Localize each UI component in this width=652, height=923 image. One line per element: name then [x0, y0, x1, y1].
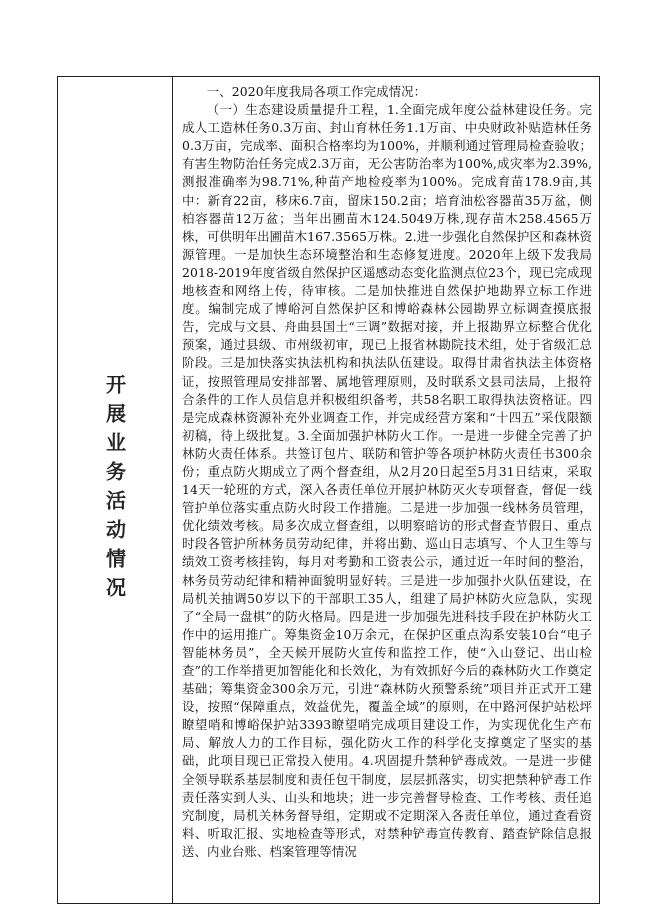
report-form-table	[57, 76, 600, 904]
content-cell	[182, 83, 592, 861]
label-cell	[58, 77, 172, 903]
body-paragraph: （一）生态建设质量提升工程，1.全面完成年度公益林建设任务。完成人工造林任务0.3万亩、封山育林任务1.1万亩、中央财政补贴造林任务0.3万亩，完成率、面积合格率均为100%，并顺利通过管理局检查验收；有害生物防治任务完成2.3万亩，无公害防治率为100%,成灾率为2.39%,测报准确率为98.71%,种苗产地检疫率为100%。完成育苗178.9亩,其中：新育22亩，移床6.7亩，留床150.2亩；培育油松容器苗35万盆，侧柏容器苗12万盆；当年出圃苗木124.5049万株,现存苗木258.4565万株，可供明年出圃苗木167.3565万株。2.进一步强化自然保护区和森林资源管理。一是加快生态环境整治和生态修复进度。2020年上级下发我局2018-2019年度省级自然保护区遥感动态变化监测点位23个，现已完成现地核查和网络上传，待审核。二是加快推进自然保护地勘界立标工作进度。编制完成了博峪河自然保护区和博峪森林公园勘界立标调查摸底报告，完成与文县、舟曲县国土“三调”数据对接，并上报勘界立标整合优化预案，通过县级、市州级初审，现已上报省林勘院技术组，处于省级汇总阶段。三是加快落实执法机构和执法队伍建设。取得甘肃省执法主体资格证，按照管理局安排部署、属地管理原则，及时联系文县司法局，上报符合条件的工作人员信息并积极组织备考，共58名职工取得执法资格证。四是完成森林资源补充外业调查工作，并完成经营方案和“十四五”采伐限额初稿，待上级批复。3.全面加强护林防火工作。一是进一步健全完善了护林防火责任体系。共签订包片、联防和管护等各项护林防火责任书300余份；重点防火期成立了两个督查组，从2月20日起至5月31日结束，采取14天一轮班的方式，深入各责任单位开展护林防灭火专项督查，督促一线管护单位落实重点防火时段工作措施。二是进一步加强一线林务员管理，优化绩效考核。局多次成立督查组，以明察暗访的形式督查节假日、重点时段各管护所林务员劳动纪律，并将出勤、巡山日志填写、个人卫生等与绩效工资考核挂钩，每月对考勤和工资表公示，通过近一年时间的整治，林务员劳动纪律和精神面貌明显好转。三是进一步加强扑火队伍建设，在局机关抽调50岁以下的干部职工35人，组建了局护林防火应急队，实现了“全局一盘棋”的防火格局。四是进一步加强先进科技手段在护林防火工作中的运用推广。筹集资金10万余元，在保护区重点沟系安装10台“电子智能林务员”，全天候开展防火宣传和监控工作，使“入山登记、出山检查”的工作举措更加智能化和长效化，为有效抓好今后的森林防火工作奠定基础；筹集资金300余万元，引进“森林防火预警系统”项目并正式开工建设，按照“保障重点，效益优先，覆盖全域”的原则，在中路河保护站松坪瞭望哨和博峪保护站3393瞭望哨完成项目建设工作，为实现优化生产布局、解放人力的工作目标，强化防火工作的科学化支撑奠定了坚实的基础，此项目现已正常投入使用。4.巩固提升禁种铲毒成效。一是进一步健全领导联系基层制度和责任包干制度，层层抓落实，切实把禁种铲毒工作责任落实到人头、山头和地块；进一步完善督导检查、工作考核、责任追究制度，局机关林务督导组，定期或不定期深入各责任单位，通过查看资料、听取汇报、实地检查等形式，对禁种铲毒宣传教育、踏查铲除信息报送、内业台账、档案管理等情况	[182, 102, 592, 859]
column-divider	[172, 77, 173, 903]
section-label: 开展业务活动情况	[102, 374, 127, 606]
section-heading: 一、2020年度我局各项工作完成情况：	[206, 84, 427, 99]
